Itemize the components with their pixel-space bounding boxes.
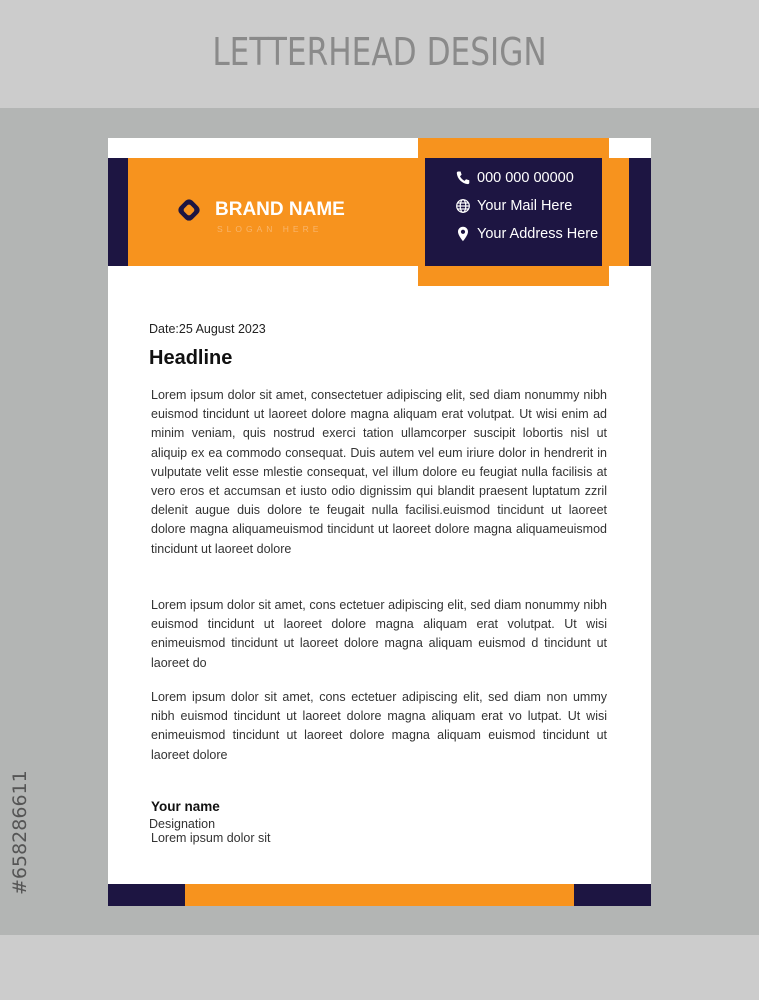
letterhead-page [108, 138, 651, 906]
location-pin-icon [455, 226, 471, 242]
letter-headline: Headline [149, 347, 233, 369]
header-navy-right-bar [629, 158, 651, 266]
contact-mail [455, 198, 572, 214]
brand-name: BRAND NAME [215, 199, 345, 220]
diamond-ring-icon [174, 195, 204, 225]
contact-address-text: Your Address Here [477, 226, 599, 242]
stock-id-label: #658286611 [9, 770, 31, 895]
footer-navy-left-bar [108, 884, 185, 906]
contact-panel [425, 158, 602, 266]
contact-block [418, 138, 609, 286]
bottom-band [0, 935, 759, 1000]
contact-phone-text: 000 000 00000 [477, 170, 574, 186]
footer-navy-right-bar [574, 884, 651, 906]
signature-name: Your name [151, 799, 220, 814]
signature-designation: Designation [149, 817, 216, 831]
contact-phone [455, 170, 574, 186]
footer-orange-bar [185, 884, 574, 906]
paragraph-1: Lorem ipsum dolor sit amet, consectetuer adipiscing elit, sed diam nonummy nibh euismod tincidunt ut laoreet dolore magna aliquam erat volutpat. Ut wisi enim ad minim veniam, quis nostrud exerci tation ullamcorper suscipit lobortis nisl ut aliquip ex ea commodo consequat. Duis autem vel eum iriure dolor in hendrerit in vulputate velit esse mlestie consequat, vel illum dolore eu feugiat nulla facilisis at vero eros et accumsan et iusto odio dignissim qui blandit praesent luptatum zzril delenit augue duis dolore te feugait nulla facilisi.euismod tincidunt ut laoreet dolore magna aliquameuismod tincidunt ut laoreet dolore magna aliquameuismod tincidunt ut laoreet dolore [151, 388, 607, 556]
paragraph-3: Lorem ipsum dolor sit amet, cons ectetuer adipiscing elit, sed diam non ummy nibh euismod tincidunt ut laoreet dolore magna aliquam erat vo lutpat. Ut wisi enimeuismod tincidunt ut laoreet dolore magna aliquam euismod tincidunt ut laoreet dolore [151, 690, 607, 762]
signature-line: Lorem ipsum dolor sit [151, 831, 271, 845]
header-orange-right-bar [609, 158, 629, 266]
contact-mail-text: Your Mail Here [477, 198, 573, 214]
phone-icon [455, 170, 471, 186]
brand-slogan: SLOGAN HERE [217, 224, 323, 234]
globe-icon [455, 198, 471, 214]
header-navy-left-bar [108, 158, 128, 266]
contact-address [455, 226, 598, 242]
banner-title: LETTERHEAD DESIGN [212, 30, 547, 74]
letter-date: Date:25 August 2023 [149, 322, 266, 336]
paragraph-2: Lorem ipsum dolor sit amet, cons ectetuer adipiscing elit, sed diam nonummy nibh euismod tincidunt ut laoreet dolore magna aliquam erat volutpat. Ut wisi enimeuismod tincidunt ut laoreet dolore magna aliquam euismod d tincidunt ut laoreet do [151, 598, 607, 670]
